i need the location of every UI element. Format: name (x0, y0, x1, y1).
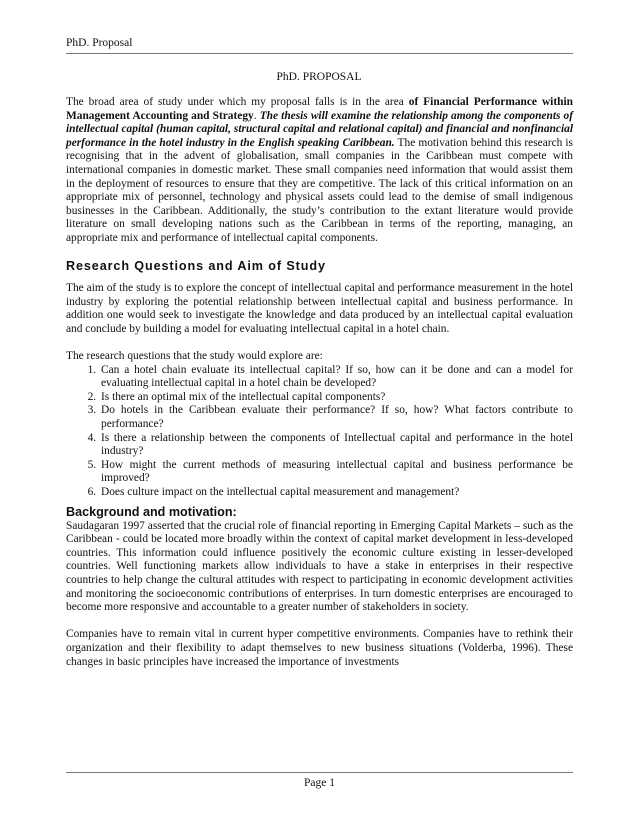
list-item: 5. How might the current methods of measuring intellectual capital and business performance be improved? (99, 459, 573, 486)
background-heading: Background and motivation: (66, 504, 237, 519)
background-paragraph-1: Saudagaran 1997 asserted that the crucial role of financial reporting in Emerging Capital Markets – such as the Caribbean - could be located more broadly within the context of capital market development in less-developed countries. This information could influence positively the economic culture existing in lesser-developed countries. Well functioning markets allow individuals to have a stake in enterprises in their respective countries to help change the cultural attitudes with respect to participating in economic development activities and monitoring the socioeconomic contributions of enterprises. In turn domestic enterprises are encouraged to become more responsive and accountable to a greater number of stakeholders in society. (66, 519, 573, 614)
page-footer: Page 1 (66, 772, 573, 790)
list-item: 6. Does culture impact on the intellectual capital measurement and management? (99, 486, 573, 500)
intro-text-1: The broad area of study under which my proposal falls is in the area (66, 96, 409, 108)
questions-intro: The research questions that the study would explore are: (66, 350, 323, 363)
intro-paragraph (66, 96, 573, 246)
aim-paragraph: The aim of the study is to explore the concept of intellectual capital and performance measurement in the hotel industry by exploring the potential relationship between intellectual capital and business performance. In addition one would seek to investigate the knowledge and data produced by an intellectual capital evaluation and conclude by building a model for evaluating intellectual capital in a hotel chain. (66, 282, 573, 335)
research-questions-heading: Research Questions and Aim of Study (66, 259, 326, 274)
intro-bold-area: of Financial Performance within Management Accounting and Strategy (66, 96, 573, 122)
running-header: PhD. Proposal (66, 36, 573, 54)
list-item: 3. Do hotels in the Caribbean evaluate their performance? If so, how? What factors contribute to performance? (99, 404, 573, 431)
list-item: 2. Is there an optimal mix of the intellectual capital components? (99, 391, 573, 405)
intro-thesis-statement: The thesis will examine the relationship among the components of intellectual capital (human capital, structural capital and relational capital) and financial and nonfinancial performance in the hotel industry in the English speaking Caribbean. (66, 109, 573, 149)
list-item: 1. Can a hotel chain evaluate its intellectual capital? If so, how can it be done and can a model for evaluating intellectual capital in a hotel chain be developed? (99, 364, 573, 391)
document-title: PhD. PROPOSAL (276, 71, 362, 83)
research-questions-list (66, 364, 573, 500)
intro-text-3: The motivation behind this research is recognising that in the advent of globalisation, small companies in the Caribbean must compete with international companies in domestic market. These small companies need information that would assist them in the deployment of resources to ensure that they are competitive. The lack of this critical information on an appropriate mix of personnel, technology and physical assets could lead to the demise of small indigenous businesses in the Caribbean. Additionally, the study’s contribution to the extant literature would provide literature on small developing nations such as the Caribbean in terms of the reporting, managing, an appropriate mix and performance of intellectual capital components. (66, 136, 573, 244)
document-body (66, 96, 573, 683)
intro-text-2: . (253, 109, 260, 122)
background-paragraph-2: Companies have to remain vital in current hyper competitive environments. Companies have to rethink their organization and their flexibility to adapt themselves to new business situations (Volderba, 1996). These changes in basic principles have increased the importance of investments (66, 628, 573, 668)
list-item: 4. Is there a relationship between the components of Intellectual capital and performance in the hotel industry? (99, 432, 573, 459)
